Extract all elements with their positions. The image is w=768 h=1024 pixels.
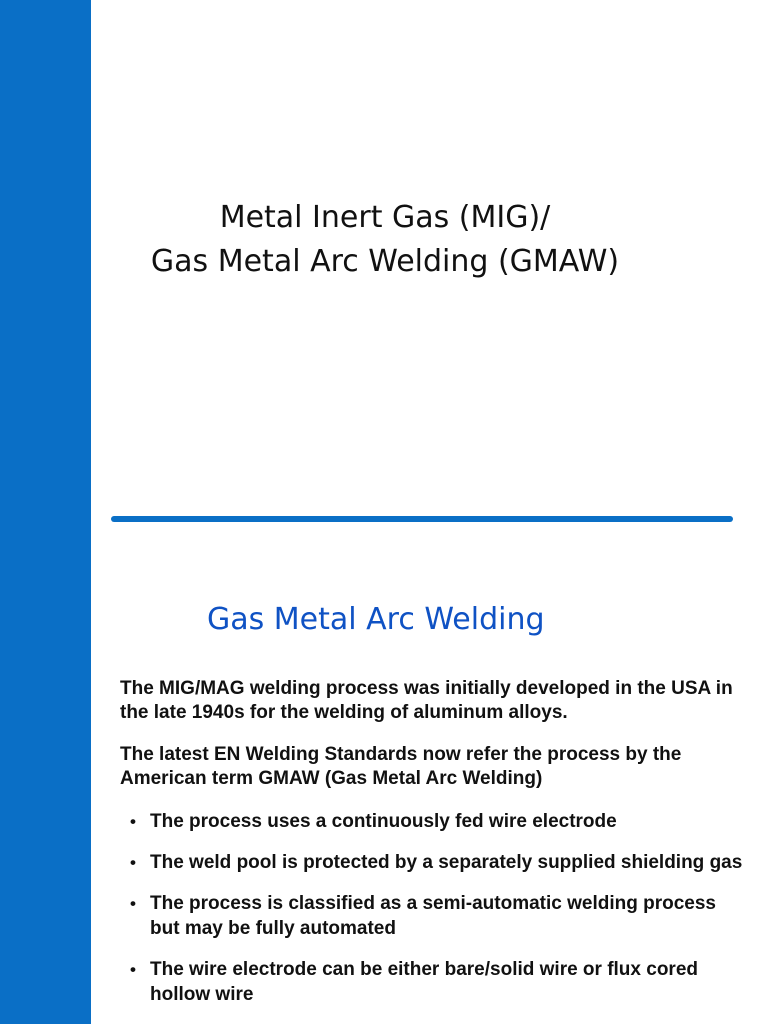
left-accent-bar [0,0,91,1024]
bullet-icon: • [130,853,136,872]
slide1-title-line1: Metal Inert Gas (MIG)/ [219,200,551,235]
bullet-text: The wire electrode can be either bare/solid wire or flux cored hollow wire [150,959,699,1005]
bullet-item [130,809,750,834]
slide2-title: Gas Metal Arc Welding [207,602,545,637]
slide1-title-line2: Gas Metal Arc Welding (GMAW) [150,244,620,279]
bullet-item [130,891,750,941]
bullet-item [130,850,750,875]
bullet-icon: • [130,960,136,979]
bullet-text: The process uses a continuously fed wire electrode [150,811,617,832]
bullet-icon: • [130,812,136,831]
slide-divider [111,516,733,522]
slide1-title [110,196,660,284]
bullet-item [130,957,750,1007]
bullet-list [130,809,750,1023]
bullet-icon: • [130,894,136,913]
standards-paragraph: The latest EN Welding Standards now refer the process by the American term GMAW (Gas Metal Arc Welding) [120,744,682,789]
bullet-text: The process is classified as a semi-automatic welding process but may be fully automated [150,893,717,939]
bullet-text: The weld pool is protected by a separately supplied shielding gas [150,852,743,873]
intro-paragraph: The MIG/MAG welding process was initially developed in the USA in the late 1940s for the welding of aluminum alloys. [120,678,733,723]
